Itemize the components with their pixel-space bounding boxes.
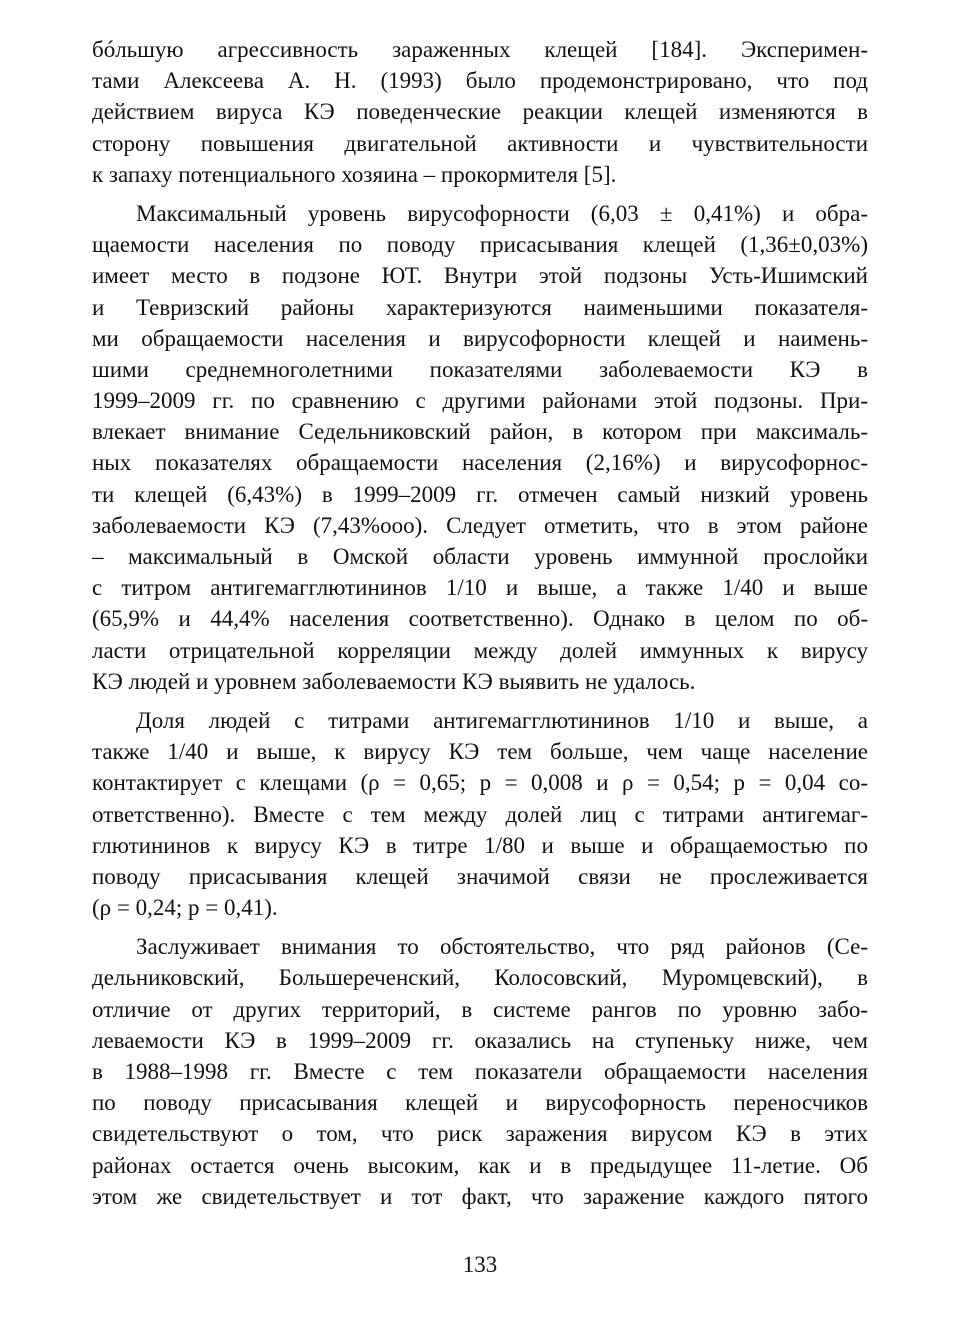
text-line: в 1988–1998 гг. Вместе с тем показатели обращаемости населения xyxy=(92,1059,868,1084)
text-line: КЭ людей и уровнем заболеваемости КЭ выявить не удалось. xyxy=(92,668,696,694)
text-line: ти клещей (6,43%) в 1999–2009 гг. отмечен самый низкий уровень xyxy=(92,481,868,507)
text-line: бóльшую агрессивность зараженных клещей [184]. Эксперимен- xyxy=(92,37,868,62)
text-line: отличие от других территорий, в системе рангов по уровню забо- xyxy=(92,996,868,1022)
text-line: ответственно). Вместе с тем между долей лиц с титрами антигемаг- xyxy=(92,801,868,827)
text-line: действием вируса КЭ поведенческие реакции клещей изменяются в xyxy=(92,99,868,125)
page-number: 133 xyxy=(462,1252,498,1277)
text-line: шими среднемноголетними показателями заболеваемости КЭ в xyxy=(92,356,868,382)
text-line: этом же свидетельствует и тот факт, что заражение каждого пятого xyxy=(92,1183,868,1209)
paragraph-2 xyxy=(92,198,868,697)
text-line: к запаху потенциального хозяина – прокормителя [5]. xyxy=(92,161,617,187)
text-line: районах остается очень высоким, как и в предыдущее 11-летие. Об xyxy=(92,1152,868,1178)
text-line: и Тевризский районы характеризуются наименьшими показателя- xyxy=(92,294,868,320)
text-line: заболеваемости КЭ (7,43%ооо). Следует отметить, что в этом районе xyxy=(92,512,868,538)
text-line: свидетельствуют о том, что риск заражения вирусом КЭ в этих xyxy=(92,1121,868,1147)
paragraph-3 xyxy=(92,705,868,923)
text-line: (65,9% и 44,4% населения соответственно). Однако в целом по об- xyxy=(92,606,868,632)
text-line: леваемости КЭ в 1999–2009 гг. оказались на ступеньку ниже, чем xyxy=(92,1027,868,1053)
text-line: дельниковский, Большереченский, Колосовский, Муромцевский), в xyxy=(92,965,868,991)
text-line: также 1/40 и выше, к вирусу КЭ тем больше, чем чаще население xyxy=(92,739,868,765)
text-line: – максимальный в Омской области уровень иммунной прослойки xyxy=(92,544,868,569)
text-line: щаемости населения по поводу присасывания клещей (1,36±0,03%) xyxy=(92,232,868,258)
page-body xyxy=(92,34,868,1324)
text-line: контактирует с клещами (ρ = 0,65; p = 0,008 и ρ = 0,54; p = 0,04 со- xyxy=(92,770,868,796)
text-line: Максимальный уровень вирусофорности (6,03 ± 0,41%) и обра- xyxy=(136,200,868,226)
text-line: влекает внимание Седельниковский район, в котором при максималь- xyxy=(92,419,868,445)
text-line: сторону повышения двигательной активности и чувствительности xyxy=(92,130,868,156)
text-line: Доля людей с титрами антигемагглютининов 1/10 и выше, а xyxy=(136,707,868,733)
text-line: тами Алексеева А. Н. (1993) было продемонстрировано, что под xyxy=(92,68,868,94)
paragraph-4 xyxy=(92,931,868,1212)
text-line: ных показателях обращаемости населения (2,16%) и вирусофорнос- xyxy=(92,450,868,476)
text-line: ласти отрицательной корреляции между долей иммунных к вирусу xyxy=(92,637,868,663)
text-line: ми обращаемости населения и вирусофорности клещей и наимень- xyxy=(92,325,868,351)
text-line: глютининов к вирусу КЭ в титре 1/80 и выше и обращаемостью по xyxy=(92,832,868,858)
paragraph-1 xyxy=(92,34,868,190)
text-line: Заслуживает внимания то обстоятельство, что ряд районов (Се- xyxy=(136,934,868,960)
text-line: с титром антигемагглютининов 1/10 и выше, а также 1/40 и выше xyxy=(92,575,868,601)
text-line: (ρ = 0,24; p = 0,41). xyxy=(92,895,278,921)
text-line: по поводу присасывания клещей и вирусофорность переносчиков xyxy=(92,1090,868,1116)
text-line: имеет место в подзоне ЮТ. Внутри этой подзоны Усть-Ишимский xyxy=(92,263,868,289)
text-line: поводу присасывания клещей значимой связи не прослеживается xyxy=(92,863,868,889)
text-line: 1999–2009 гг. по сравнению с другими районами этой подзоны. При- xyxy=(92,388,868,414)
